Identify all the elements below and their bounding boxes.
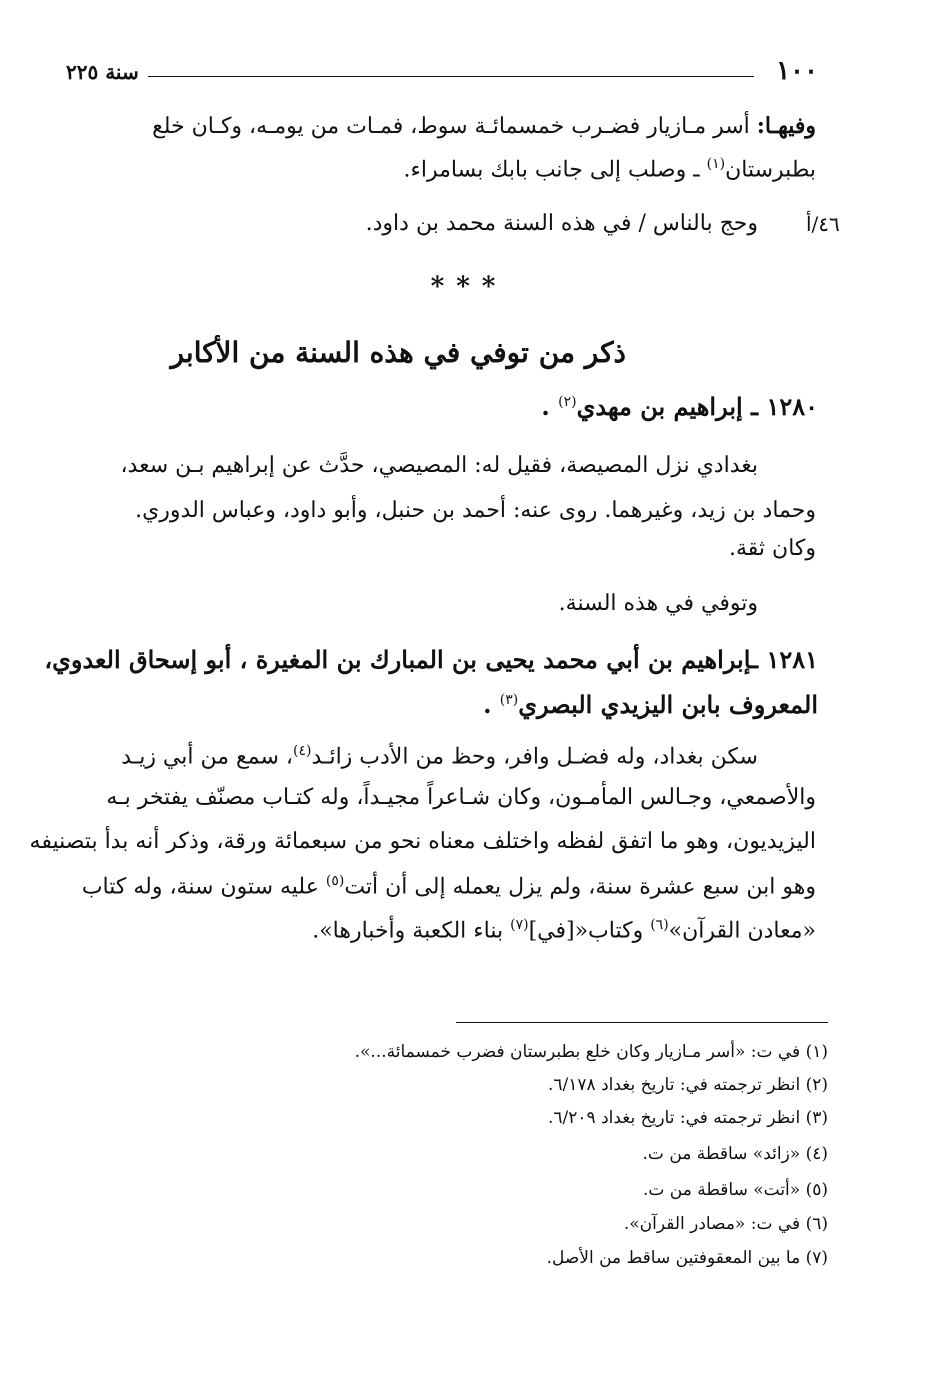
footnote-marker-2[interactable]: (٢) [558,394,577,410]
entry-1281-heading-text: المعروف بابن اليزيدي البصري [518,690,818,719]
entry-1280-line-2: وحماد بن زيد، وغيرهما. روى عنه: أحمد بن حنبل، وأبو داود، وعباس الدوري. [135,498,816,523]
intro-line-2 [404,155,816,185]
entry-1281-line-5c: بناء الكعبة وأخبارها». [312,918,504,944]
footnote-marker-1[interactable]: (١) [706,156,726,172]
intro-line-2-text: بطبرستان [725,157,816,183]
entry-1281-line-5 [312,916,816,946]
footnote-3: (٣) انظر ترجمته في: تاريخ بغداد ٦/٢٠٩. [548,1108,828,1128]
footnote-marker-3[interactable]: (٣) [499,692,519,708]
footnote-marker-6[interactable]: (٦) [650,917,669,933]
entry-1281-line-4a: وهو ابن سبع عشرة سنة، ولم يزل يعمله إلى أن أتت [344,874,816,900]
footnote-6: (٦) في ت: «مصادر القرآن». [623,1214,828,1234]
entry-1280-heading-end: . [541,392,550,421]
footnote-5: (٥) «أتت» ساقطة من ت. [642,1180,828,1200]
entry-1281-line-1 [121,742,758,772]
entry-1280-line-1: بغدادي نزل المصيصة، فقيل له: المصيصي، حدَّث عن إبراهيم بـن سعد، [120,453,758,478]
footnote-marker-5[interactable]: (٥) [325,873,345,889]
intro-lead: وفيهـا: [756,113,816,139]
footnote-1: (١) في ت: «أسر مـازيار وكان خلع بطبرستان فضرب خمسمائة...». [354,1042,828,1062]
footnote-4: (٤) «زائد» ساقطة من ت. [642,1144,828,1164]
footnote-marker-4[interactable]: (٤) [292,743,312,759]
entry-1281-line-5a: «معادن القرآن» [668,918,816,944]
footnote-7: (٧) ما بين المعقوفتين ساقط من الأصل. [546,1248,828,1268]
header-rule [148,76,754,77]
footnote-separator [456,1022,828,1023]
entry-1281-line-4 [82,872,816,902]
entry-1281-line-2: والأصمعي، وجـالس المأمـون، وكان شـاعراً مجيـداً، وله كتـاب مصنّف يفتخر بـه [106,785,816,810]
intro-line-1 [152,112,816,142]
intro-line-3: وحج بالناس / في هذه السنة محمد بن داود. [365,211,758,236]
entry-1280-death-note: وتوفي في هذه السنة. [558,591,758,616]
entry-1281-line-3: اليزيديون، وهو ما اتفق لفظه واختلف معناه نحو من سبعمائة ورقة، وذكر أنه بدأ بتصنيفه [29,829,816,854]
intro-line-2-rest: ـ وصلب إلى جانب بابك بسامراء. [403,157,700,183]
entry-1281-line-5b: وكتاب«[في] [528,918,644,944]
footnote-marker-7[interactable]: (٧) [510,917,529,933]
entry-1281-heading-line-2 [483,690,818,719]
entry-1281-heading-line-1: ١٢٨١ ـإبراهيم بن أبي محمد يحيى بن المبارك بن المغيرة ، أبو إسحاق العدوي، [44,645,818,674]
header-year: سنة ٢٢٥ [66,60,139,84]
footnote-2: (٢) انظر ترجمته في: تاريخ بغداد ٦/١٧٨. [548,1075,828,1095]
entry-1280-title: ١٢٨٠ ـ إبراهيم بن مهدي [576,392,818,421]
margin-manuscript-ref: ٤٦/أ [806,212,840,236]
entry-1280-heading [541,392,818,421]
page-number: ١٠٠ [776,56,818,86]
entry-1281-heading-end: . [483,690,492,719]
section-title: ذكر من توفي في هذه السنة من الأكابر [170,336,626,369]
entry-1281-line-4b: عليه ستون سنة، وله كتاب [81,874,319,900]
intro-line-1-text: أسر مـازيار فضـرب خمسمائـة سوط، فمـات من يومـه، وكـان خلع [152,114,750,139]
entry-1280-line-3: وكان ثقة. [729,536,816,561]
entry-1281-line-1b: ، سمع من أبي زيـد [121,744,293,770]
separator-stars: *** [430,272,508,302]
entry-1281-line-1a: سكن بغداد، وله فضـل وافر، وحظ من الأدب زائـد [311,744,758,770]
